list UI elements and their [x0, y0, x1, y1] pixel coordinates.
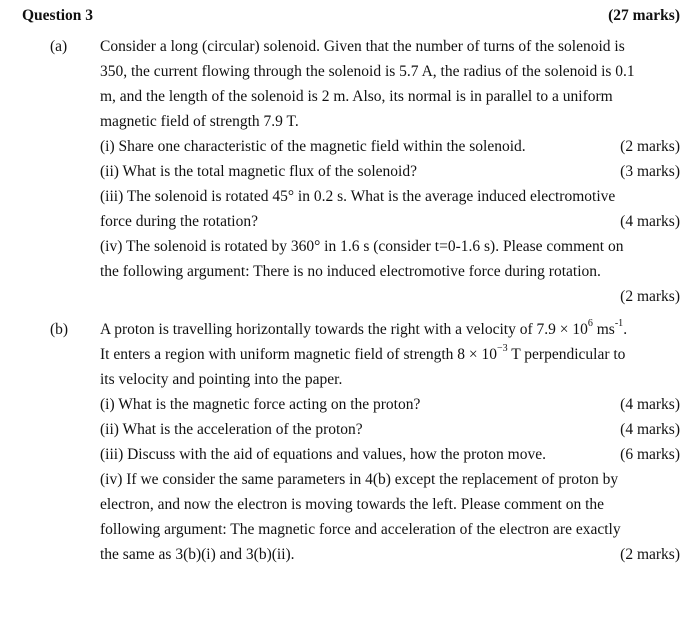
part-b-q4-marks: (2 marks)	[620, 546, 680, 563]
part-b-intro-line-2	[100, 342, 626, 365]
part-b-q3-text: (iii) Discuss with the aid of equations and values, how the proton move.	[100, 446, 546, 463]
part-b-intro-line-1-end: .	[623, 321, 628, 338]
part-b-intro-line-2-post: T perpendicular to	[507, 346, 626, 363]
part-a-q2-text: (ii) What is the total magnetic flux of the solenoid?	[100, 163, 417, 180]
part-b-intro-line-1-pre: A proton is travelling horizontally towards the right with a velocity of 7.9 × 10	[100, 321, 588, 338]
question-title: Question 3	[22, 7, 94, 24]
part-a-q4-line-1: (iv) The solenoid is rotated by 360° in 1.6 s (consider t=0-1.6 s). Please comment on	[100, 238, 624, 255]
part-a-q1-text: (i) Share one characteristic of the magnetic field within the solenoid.	[100, 138, 526, 155]
part-b-q3-marks: (6 marks)	[620, 446, 680, 463]
part-b-intro-line-3: its velocity and pointing into the paper.	[100, 371, 343, 388]
part-a-q3-line-1: (iii) The solenoid is rotated 45° in 0.2 s. What is the average induced electromotive	[100, 188, 616, 205]
part-a-intro-line-2: 350, the current flowing through the solenoid is 5.7 A, the radius of the solenoid is 0.1	[100, 63, 635, 80]
part-b-label: (b)	[50, 321, 69, 338]
part-b-intro-line-2-pre: It enters a region with uniform magnetic field of strength 8 × 10	[100, 346, 497, 363]
part-a-q3-line-2: force during the rotation?	[100, 213, 258, 230]
velocity-unit: ms	[592, 321, 615, 338]
part-b-q2-marks: (4 marks)	[620, 421, 680, 438]
part-b-q4-line-1: (iv) If we consider the same parameters in 4(b) except the replacement of proton by	[100, 471, 619, 488]
part-a-label: (a)	[50, 38, 68, 55]
part-a-intro-line-1: Consider a long (circular) solenoid. Given that the number of turns of the solenoid is	[100, 38, 625, 55]
part-b-q1-text: (i) What is the magnetic force acting on the proton?	[100, 396, 421, 413]
part-b-q4-line-3: following argument: The magnetic force and acceleration of the electron are exactly	[100, 521, 621, 538]
part-a-q4-marks: (2 marks)	[620, 288, 680, 305]
part-a-q2-marks: (3 marks)	[620, 163, 680, 180]
question-total-marks: (27 marks)	[608, 7, 680, 24]
velocity-unit-exponent: -1	[614, 317, 624, 329]
part-b-q4-line-2: electron, and now the electron is moving towards the left. Please comment on the	[100, 496, 605, 513]
velocity-exponent: 6	[587, 317, 593, 329]
part-a-intro-line-4: magnetic field of strength 7.9 T.	[100, 113, 299, 130]
part-a-q4-line-2: the following argument: There is no induced electromotive force during rotation.	[100, 263, 601, 280]
part-b-q4-line-4: the same as 3(b)(i) and 3(b)(ii).	[100, 546, 295, 563]
part-b-intro-line-1	[100, 317, 628, 340]
part-a-intro-line-3: m, and the length of the solenoid is 2 m. Also, its normal is in parallel to a uniform	[100, 88, 613, 105]
part-a-q3-marks: (4 marks)	[620, 213, 680, 230]
part-b-q1-marks: (4 marks)	[620, 396, 680, 413]
part-b-q2-text: (ii) What is the acceleration of the proton?	[100, 421, 363, 438]
field-exponent: −3	[497, 342, 508, 354]
part-a-q1-marks: (2 marks)	[620, 138, 680, 155]
